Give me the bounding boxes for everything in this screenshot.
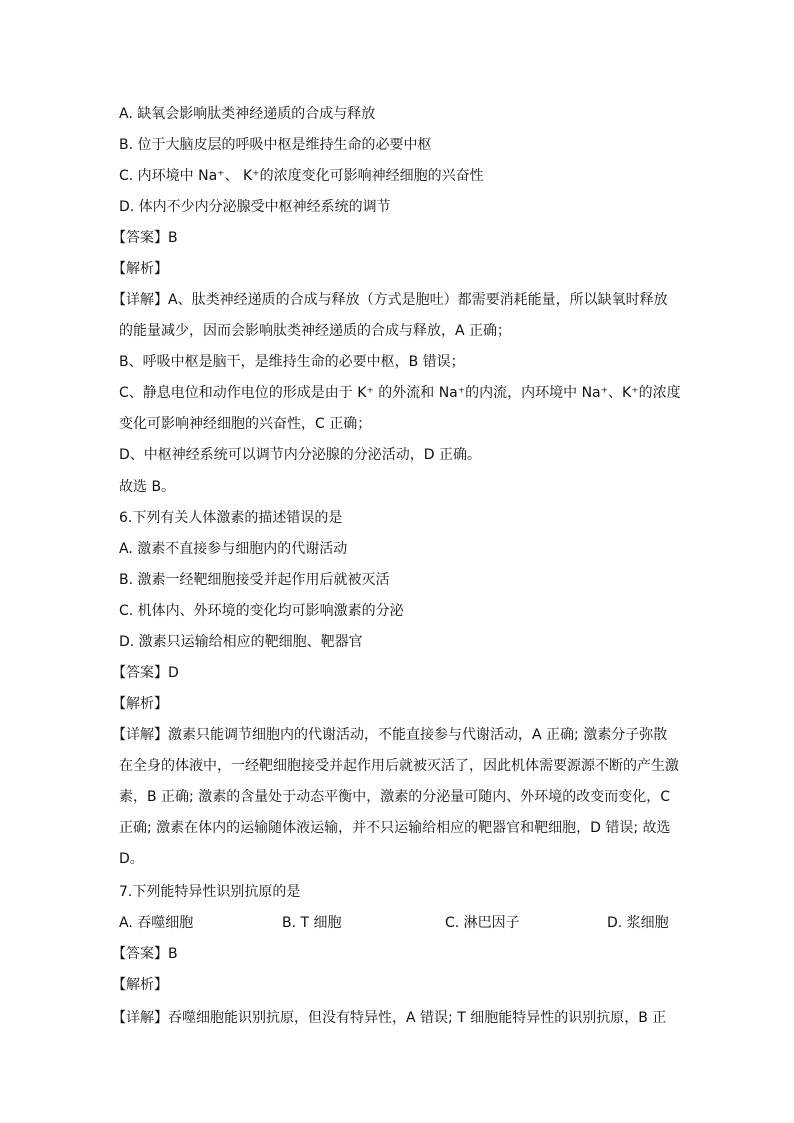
q5-option-b: B. 位于大脑皮层的呼吸中枢是维持生命的必要中枢 — [119, 137, 432, 153]
q5-detail-line-5: 变化可影响神经细胞的兴奋性，C 正确； — [119, 416, 372, 432]
q7-option-d: D. 浆细胞 — [607, 915, 669, 931]
q6-stem: 6.下列有关人体激素的描述错误的是 — [119, 510, 343, 526]
q5-detail-line-6: D、中枢神经系统可以调节内分泌腺的分泌活动，D 正确。 — [119, 447, 482, 463]
q6-detail-line-1: 【详解】激素只能调节细胞内的代谢活动，不能直接参与代谢活动，A 正确; 激素分子弥散 — [112, 727, 668, 743]
q5-detail-line-1: 【详解】A、肽类神经递质的合成与释放（方式是胞吐）都需要消耗能量，所以缺氧时释放 — [112, 292, 668, 308]
q6-detail-line-4: 正确; 激素在体内的运输随体液运输，并不只运输给相应的靶器官和靶细胞，D 错误; 故选 — [119, 820, 671, 836]
q5-answer: 【答案】B — [112, 230, 178, 246]
q6-option-a: A. 激素不直接参与细胞内的代谢活动 — [119, 541, 348, 557]
q6-answer: 【答案】D — [112, 665, 179, 681]
q5-option-d: D. 体内不少内分泌腺受中枢神经系统的调节 — [119, 199, 391, 215]
q5-analysis-heading: 【解析】 — [112, 261, 168, 277]
q6-option-c: C. 机体内、外环境的变化均可影响激素的分泌 — [119, 603, 404, 619]
q5-detail-line-4: C、静息电位和动作电位的形成是由于 K⁺ 的外流和 Na⁺的内流，内环境中 Na⁺、K⁺的浓度 — [119, 385, 681, 401]
q5-option-c: C. 内环境中 Na⁺、 K⁺的浓度变化可影响神经细胞的兴奋性 — [119, 168, 484, 184]
q6-detail-line-5: D。 — [119, 851, 144, 867]
q7-option-a: A. 吞噬细胞 — [119, 915, 194, 931]
q7-stem: 7.下列能特异性识别抗原的是 — [119, 884, 301, 900]
q6-option-b: B. 激素一经靶细胞接受并起作用后就被灭活 — [119, 572, 390, 588]
q6-option-d: D. 激素只运输给相应的靶细胞、靶器官 — [119, 634, 363, 650]
q7-options-row — [119, 913, 679, 933]
q5-detail-line-3: B、呼吸中枢是脑干，是维持生命的必要中枢，B 错误； — [119, 354, 465, 370]
q6-detail-line-2: 在全身的体液中，一经靶细胞接受并起作用后就被灭活了，因此机体需要源源不断的产生激 — [119, 758, 679, 774]
q7-option-b: B. T 细胞 — [282, 915, 342, 931]
q7-detail-line-1: 【详解】吞噬细胞能识别抗原，但没有特异性，A 错误; T 细胞能特异性的识别抗原，B 正 — [112, 1010, 667, 1026]
q6-detail-line-3: 素，B 正确; 激素的含量处于动态平衡中，激素的分泌量可随内、外环境的改变而变化，C — [119, 789, 670, 805]
q5-detail-line-2: 的能量减少，因而会影响肽类神经递质的合成与释放，A 正确； — [119, 323, 512, 339]
q5-option-a: A. 缺氧会影响肽类神经递质的合成与释放 — [119, 106, 376, 122]
q7-option-c: C. 淋巴因子 — [445, 915, 520, 931]
q7-answer: 【答案】B — [112, 946, 178, 962]
q5-conclusion: 故选 B。 — [119, 479, 176, 495]
q6-analysis-heading: 【解析】 — [112, 696, 168, 712]
q7-analysis-heading: 【解析】 — [112, 977, 168, 993]
